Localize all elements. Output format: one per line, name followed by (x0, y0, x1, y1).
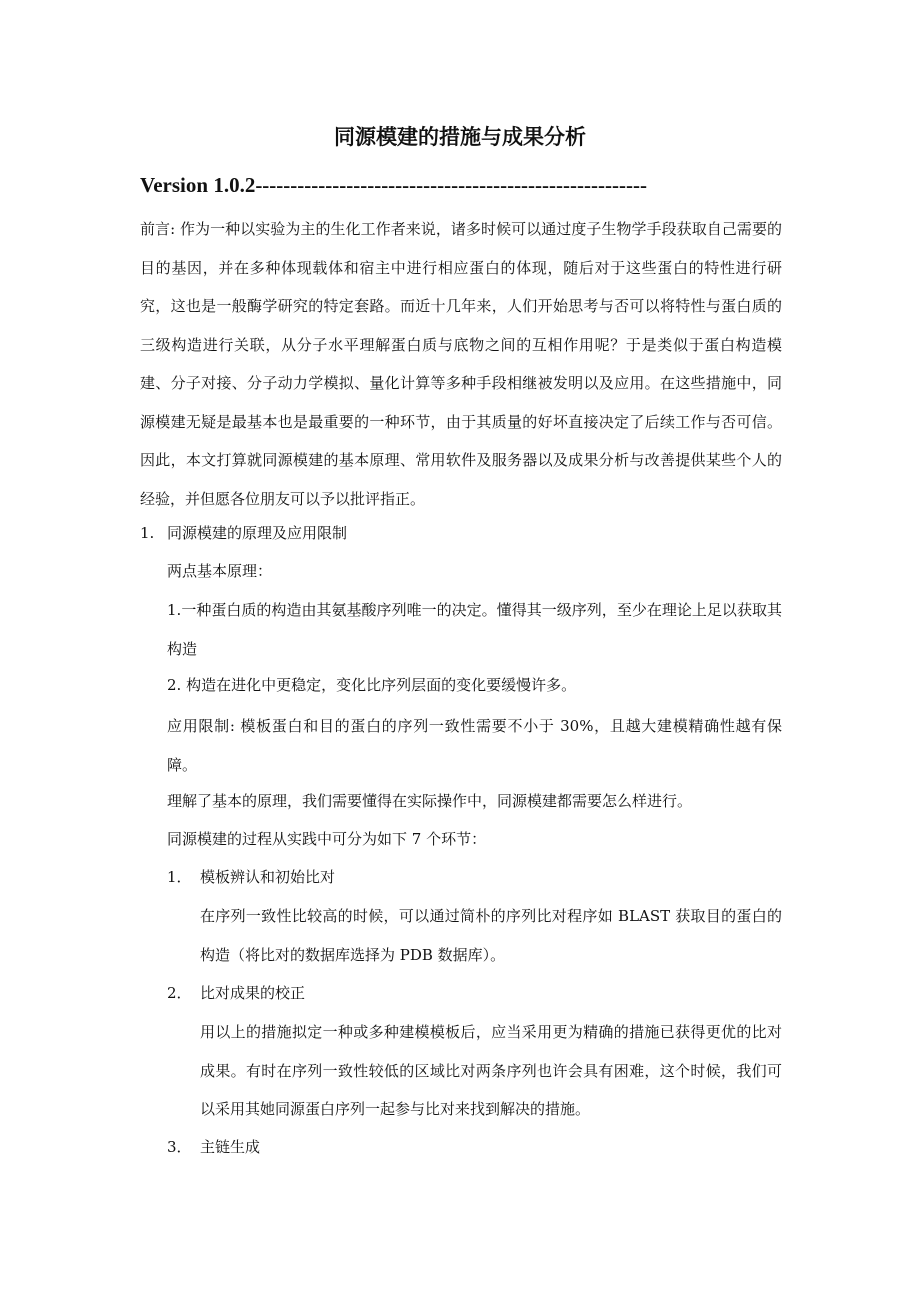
step-3-title: 主链生成 (200, 1138, 261, 1156)
section-1-heading (140, 518, 347, 548)
step-2-heading (167, 978, 305, 1008)
preface-paragraph: 前言: 作为一种以实验为主的生化工作者来说，诸多时候可以通过度子生物学手段获取自己需要的目的基因，并在多种体现载体和宿主中进行相应蛋白的体现，随后对于这些蛋白的特性进行研究，这也是一般酶学研究的特定套路。而近十几年来，人们开始思考与否可以将特性与蛋白质的三级构造进行关联，从分子水平理解蛋白质与底物之间的互相作用呢？于是类似于蛋白构造模建、分子对接、分子动力学模拟、量化计算等多种手段相继被发明以及应用。在这些措施中，同源模建无疑是最基本也是最重要的一种环节，由于其质量的好坏直接决定了后续工作与否可信。因此，本文打算就同源模建的基本原理、常用软件及服务器以及成果分析与改善提供某些个人的经验，并但愿各位朋友可以予以批评指正。 (140, 220, 782, 508)
application-limitation: 应用限制: 模板蛋白和目的蛋白的序列一致性需要不小于 30%，且越大建模精确性越有保障。 (167, 717, 782, 774)
principle-1: 1.一种蛋白质的构造由其氨基酸序列唯一的决定。懂得其一级序列，至少在理论上足以获取其构造 (167, 601, 782, 658)
principle-2: 2. 构造在进化中更稳定，变化比序列层面的变化要缓慢许多。 (167, 676, 577, 694)
version-line: Version 1.0.2-------------------------------------------------------- (140, 173, 647, 197)
principles-intro: 两点基本原理： (167, 562, 273, 580)
section-1-number: 1. (140, 524, 155, 542)
step-2-number: 2． (167, 984, 192, 1002)
understanding-sentence: 理解了基本的原理，我们需要懂得在实际操作中，同源模建都需要怎么样进行。 (167, 792, 693, 810)
step-2-title: 比对成果的校正 (200, 984, 306, 1002)
step-3-heading (167, 1132, 260, 1162)
steps-intro: 同源模建的过程从实践中可分为如下 7 个环节： (167, 830, 487, 848)
step-1-heading (167, 862, 335, 892)
step-1-title: 模板辨认和初始比对 (200, 868, 336, 886)
step-1-number: 1． (167, 868, 192, 886)
step-2-body: 用以上的措施拟定一种或多种建模模板后，应当采用更为精确的措施已获得更优的比对成果。有时在序列一致性较低的区域比对两条序列也许会具有困难，这个时候，我们可以采用其她同源蛋白序列一起参与比对来找到解决的措施。 (200, 1023, 782, 1118)
step-3-number: 3． (167, 1138, 192, 1156)
document-title: 同源模建的措施与成果分析 (334, 125, 586, 149)
section-1-title: 同源模建的原理及应用限制 (167, 524, 348, 542)
step-1-body: 在序列一致性比较高的时候，可以通过简朴的序列比对程序如 BLAST 获取目的蛋白的构造（将比对的数据库选择为 PDB 数据库）。 (200, 907, 782, 964)
